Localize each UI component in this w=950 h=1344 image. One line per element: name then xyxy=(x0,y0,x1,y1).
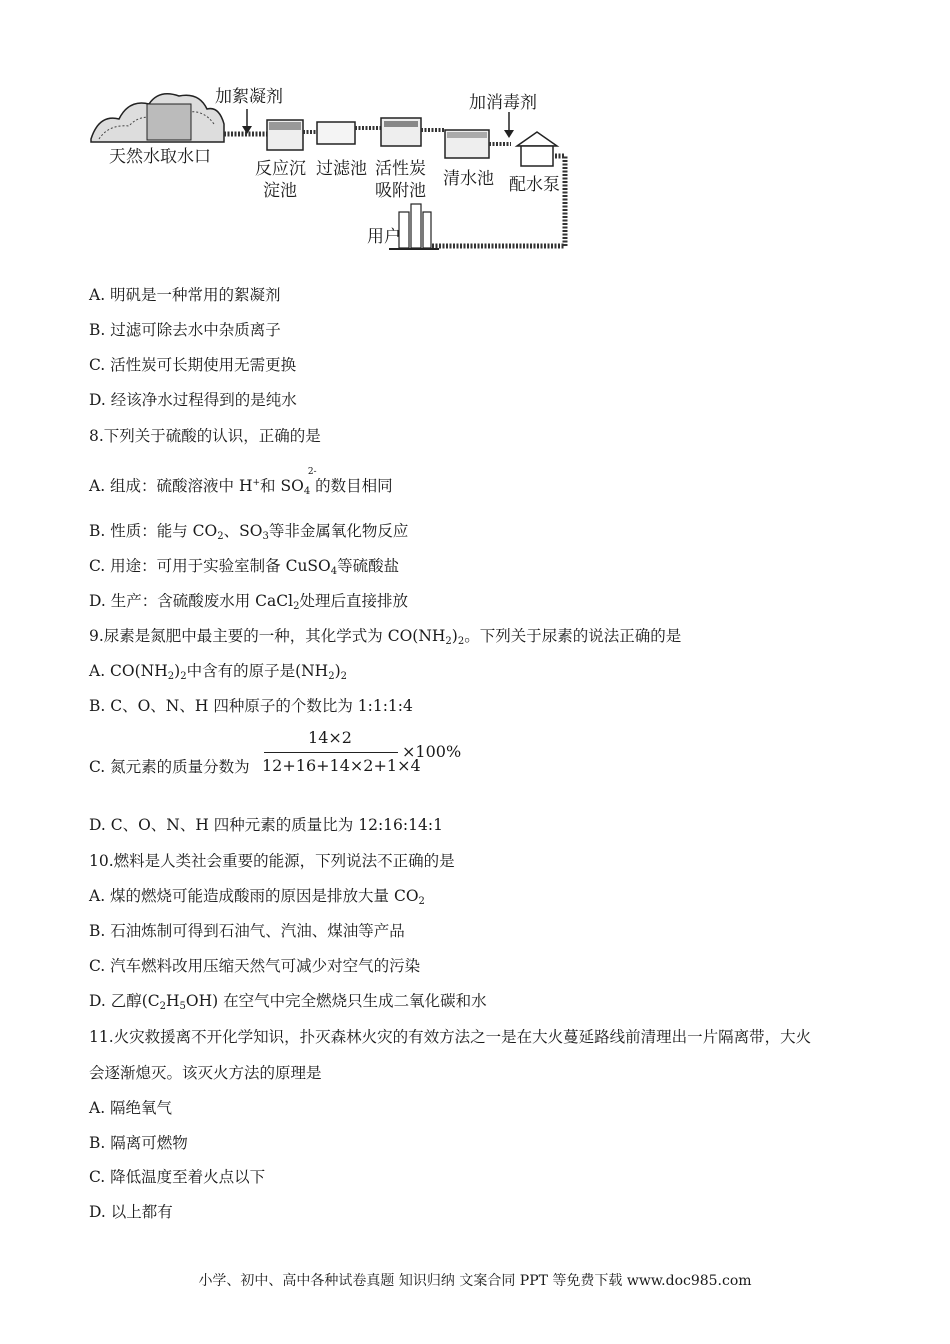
q8-stem: 8.下列关于硫酸的认识，正确的是 xyxy=(89,427,321,445)
fraction-multiplier: ×100% xyxy=(402,742,462,761)
q8-option-a: A. 组成：硫酸溶液中 H+和 SO 2- $_4$ 的数目相同 xyxy=(89,467,393,497)
pump-house-icon xyxy=(517,132,557,166)
q11-option-c: C. 降低温度至着火点以下 xyxy=(89,1168,266,1186)
page-footer: 小学、初中、高中各种试卷真题 知识归纳 文案合同 PPT 等免费下载 www.doc985.com xyxy=(198,1273,752,1289)
fraction-numerator: 14×2 xyxy=(308,728,352,747)
label-user: 用户 xyxy=(367,227,401,247)
label-flocculant: 加絮凝剂 xyxy=(215,87,283,107)
q8-option-b: B. 性质：能与 $CO_2$、$SO_3$等非金属氧化物反应 xyxy=(89,522,409,542)
q10-stem: 10.燃料是人类社会重要的能源，下列说法不正确的是 xyxy=(89,852,455,870)
fraction-bar xyxy=(264,752,398,753)
q10-option-b: B. 石油炼制可得到石油气、汽油、煤油等产品 xyxy=(89,922,405,940)
q9-option-c-fraction xyxy=(262,728,462,780)
q7-option-c: C. 活性炭可长期使用无需更换 xyxy=(89,356,297,374)
label-carbon-1: 活性炭 xyxy=(375,159,426,179)
label-carbon-2: 吸附池 xyxy=(375,181,426,201)
q10-option-a: A. 煤的燃烧可能造成酸雨的原因是排放大量 $CO_2$ xyxy=(89,887,425,907)
label-sediment-1: 反应沉 xyxy=(255,159,306,179)
q11-stem-line-2: 会逐渐熄灭。该灭火方法的原理是 xyxy=(89,1064,322,1082)
q9-option-a: A. $CO(NH_2)_2$中含有的原子是$(NH_2)_2$ xyxy=(89,662,348,682)
label-filter: 过滤池 xyxy=(316,159,367,179)
q7-option-b: B. 过滤可除去水中杂质离子 xyxy=(89,321,281,339)
q11-option-d: D. 以上都有 xyxy=(89,1203,173,1221)
label-intake: 天然水取水口 xyxy=(109,147,211,167)
q7-option-a: A. 明矾是一种常用的絮凝剂 xyxy=(89,286,281,304)
label-disinfect: 加消毒剂 xyxy=(469,93,537,113)
q11-option-b: B. 隔离可燃物 xyxy=(89,1134,188,1152)
q11-stem-line-1: 11.火灾救援离不开化学知识，扑灭森林火灾的有效方法之一是在大火蔓延路线前清理出一片隔离带，大火 xyxy=(89,1028,812,1046)
q9-stem: 9.尿素是氮肥中最主要的一种，其化学式为 $CO(NH_2)_2$。下列关于尿素的说法正确的是 xyxy=(89,627,682,647)
q8-option-c: C. 用途：可用于实验室制备 CuSO$_4$等硫酸盐 xyxy=(89,557,400,577)
intake-rocks-icon xyxy=(91,94,224,142)
q9-option-d: D. C、O、N、H 四种元素的质量比为 12:16:14:1 xyxy=(89,816,443,834)
q8-option-d: D. 生产：含硫酸废水用 CaCl$_2$处理后直接排放 xyxy=(89,592,408,612)
q11-option-a: A. 隔绝氧气 xyxy=(89,1099,173,1117)
label-sediment-2: 淀池 xyxy=(263,181,297,201)
label-pump: 配水泵 xyxy=(509,175,560,195)
label-clear: 清水池 xyxy=(443,169,494,189)
q9-option-c-label: C. 氮元素的质量分数为 xyxy=(89,758,250,776)
water-treatment-diagram xyxy=(89,84,589,260)
q7-option-d: D. 经该净水过程得到的是纯水 xyxy=(89,391,297,409)
q10-option-d: D. 乙醇$(C_2H_5OH)$ 在空气中完全燃烧只生成二氧化碳和水 xyxy=(89,992,487,1012)
q9-option-b: B. C、O、N、H 四种原子的个数比为 1:1:1:4 xyxy=(89,697,413,715)
q10-option-c: C. 汽车燃料改用压缩天然气可减少对空气的污染 xyxy=(89,957,421,975)
fraction-denominator: 12+16+14×2+1×4 xyxy=(262,756,421,775)
